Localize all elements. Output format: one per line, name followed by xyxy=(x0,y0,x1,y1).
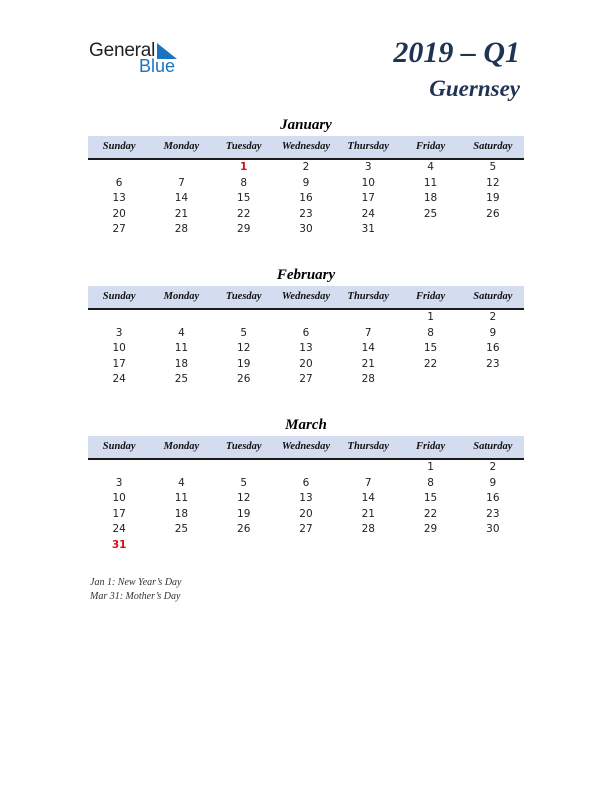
weekday-label: Monday xyxy=(163,291,200,302)
holiday-note: Mar 31: Mother’s Day xyxy=(90,590,181,602)
weekday-label: Thursday xyxy=(347,441,389,452)
day-cell: 19 xyxy=(486,192,500,204)
weekday-header xyxy=(88,286,524,310)
day-cell xyxy=(150,160,212,176)
weekday-label: Monday xyxy=(163,141,200,152)
day-cell: 2 xyxy=(489,311,497,323)
weekday-label: Thursday xyxy=(347,141,389,152)
day-cell: 15 xyxy=(423,492,438,504)
day-cell: 1 xyxy=(427,311,434,323)
weekday-label: Friday xyxy=(415,141,446,152)
day-cell: 27 xyxy=(299,523,313,535)
day-cell: 15 xyxy=(423,342,438,354)
day-cell: 10 xyxy=(361,176,375,189)
day-cell xyxy=(88,310,150,326)
day-cell: 26 xyxy=(237,373,251,385)
day-cell: 22 xyxy=(237,207,251,220)
holiday-note: Jan 1: New Year’s Day xyxy=(90,577,182,588)
day-cell: 5 xyxy=(240,476,248,489)
day-cell: 18 xyxy=(423,192,438,204)
month-name: March xyxy=(285,417,327,433)
day-cell xyxy=(275,310,337,326)
day-cell: 3 xyxy=(364,161,372,173)
week-row xyxy=(88,357,524,373)
day-cell: 21 xyxy=(174,207,189,220)
week-row xyxy=(88,341,524,357)
day-cell: 17 xyxy=(112,357,126,370)
weekday-label: Wednesday xyxy=(281,291,331,302)
day-cell: 4 xyxy=(178,326,185,339)
day-cell: 16 xyxy=(486,492,500,504)
month-february xyxy=(88,266,524,388)
weekday-label: Saturday xyxy=(473,441,513,452)
page-subtitle: Guernsey xyxy=(429,76,520,101)
day-cell xyxy=(275,460,337,476)
day-cell xyxy=(150,310,212,326)
weekday-label: Sunday xyxy=(102,441,136,452)
month-name: January xyxy=(280,117,332,133)
weekday-header xyxy=(88,436,524,460)
day-cell: 30 xyxy=(486,523,500,535)
weekday-label: Friday xyxy=(415,291,446,302)
day-cell: 31 xyxy=(361,223,375,235)
day-cell: 11 xyxy=(174,342,189,354)
day-cell: 12 xyxy=(237,342,251,354)
day-cell xyxy=(337,310,399,326)
day-cell: 1 xyxy=(240,161,248,173)
day-cell: 7 xyxy=(178,176,185,189)
day-cell: 6 xyxy=(302,476,310,489)
weekday-label: Sunday xyxy=(102,141,136,152)
day-cell: 11 xyxy=(174,492,189,504)
day-cell: 20 xyxy=(299,357,313,370)
week-row xyxy=(88,538,524,554)
day-cell: 7 xyxy=(364,476,372,489)
weekday-label: Tuesday xyxy=(225,441,262,452)
day-cell xyxy=(213,460,275,476)
day-cell: 25 xyxy=(174,373,189,385)
day-cell: 3 xyxy=(115,326,123,339)
day-cell: 4 xyxy=(178,476,185,489)
day-cell xyxy=(337,538,399,554)
day-cell: 28 xyxy=(361,373,375,385)
day-cell: 3 xyxy=(115,476,123,489)
weekday-label: Monday xyxy=(163,441,200,452)
day-cell: 16 xyxy=(299,192,313,204)
day-cell: 22 xyxy=(423,507,438,520)
day-cell: 22 xyxy=(423,357,438,370)
day-cell: 20 xyxy=(112,207,126,220)
day-cell xyxy=(150,460,212,476)
day-cell: 9 xyxy=(302,176,310,189)
week-row xyxy=(88,522,524,538)
logo-text-blue: Blue xyxy=(139,56,176,76)
day-cell: 23 xyxy=(486,507,500,520)
week-row xyxy=(88,176,524,192)
day-cell xyxy=(213,310,275,326)
day-cell: 13 xyxy=(112,192,126,204)
day-cell: 8 xyxy=(240,176,248,189)
week-row xyxy=(88,191,524,207)
weekday-label: Saturday xyxy=(473,291,513,302)
day-cell: 12 xyxy=(237,492,251,504)
day-cell: 26 xyxy=(237,523,251,535)
day-cell: 17 xyxy=(112,507,126,520)
day-cell xyxy=(399,222,461,238)
day-cell: 15 xyxy=(237,192,251,204)
weekday-label: Wednesday xyxy=(281,441,331,452)
day-cell: 18 xyxy=(174,507,189,520)
day-cell: 6 xyxy=(115,176,123,189)
day-cell xyxy=(213,538,275,554)
day-cell: 2 xyxy=(302,161,310,173)
month-january xyxy=(88,116,524,238)
day-cell: 19 xyxy=(237,507,251,520)
day-cell xyxy=(275,538,337,554)
logo-text-general: General xyxy=(89,40,156,61)
day-cell: 23 xyxy=(486,357,500,370)
week-row xyxy=(88,460,524,476)
page-title: 2019 – Q1 xyxy=(393,36,520,69)
week-row xyxy=(88,476,524,492)
day-cell: 2 xyxy=(489,461,497,473)
day-cell: 6 xyxy=(302,326,310,339)
week-row xyxy=(88,222,524,238)
day-cell: 25 xyxy=(174,523,189,535)
day-cell: 30 xyxy=(299,223,313,235)
day-cell: 21 xyxy=(361,357,375,370)
day-cell: 26 xyxy=(486,207,500,220)
week-row xyxy=(88,160,524,176)
weekday-header xyxy=(88,136,524,160)
day-cell: 5 xyxy=(489,161,497,173)
day-cell: 27 xyxy=(299,373,313,385)
weekday-label: Tuesday xyxy=(225,141,262,152)
day-cell: 14 xyxy=(174,192,189,204)
day-cell xyxy=(88,160,150,176)
week-row xyxy=(88,491,524,507)
weekday-label: Tuesday xyxy=(225,291,262,302)
day-cell: 8 xyxy=(427,326,434,339)
day-cell: 27 xyxy=(112,223,126,235)
day-cell: 23 xyxy=(299,207,313,220)
day-cell: 25 xyxy=(423,207,438,220)
day-cell xyxy=(462,538,524,554)
day-cell: 12 xyxy=(486,176,500,189)
day-cell: 14 xyxy=(361,492,375,504)
day-cell: 29 xyxy=(237,223,251,235)
day-cell: 31 xyxy=(111,538,127,551)
day-cell: 10 xyxy=(112,492,126,504)
generalblue-logo xyxy=(89,40,199,80)
weekday-label: Thursday xyxy=(347,291,389,302)
day-cell: 9 xyxy=(489,326,497,339)
day-cell: 13 xyxy=(299,342,313,354)
day-cell: 10 xyxy=(112,342,126,354)
holiday-notes xyxy=(90,576,181,603)
day-cell xyxy=(337,460,399,476)
week-row xyxy=(88,507,524,523)
day-cell: 7 xyxy=(364,326,372,339)
day-cell: 24 xyxy=(361,207,375,220)
day-cell xyxy=(399,538,461,554)
weekday-label: Sunday xyxy=(102,291,136,302)
day-cell xyxy=(462,222,524,238)
day-cell: 17 xyxy=(361,192,375,204)
week-row xyxy=(88,207,524,223)
day-cell: 11 xyxy=(423,176,438,189)
day-cell: 24 xyxy=(112,523,126,535)
day-cell: 16 xyxy=(486,342,500,354)
day-cell: 14 xyxy=(361,342,375,354)
week-row xyxy=(88,326,524,342)
day-cell: 4 xyxy=(427,161,434,173)
day-cell: 28 xyxy=(361,523,375,535)
day-cell: 13 xyxy=(299,492,313,504)
month-march xyxy=(88,416,524,553)
month-name: February xyxy=(276,267,336,283)
day-cell xyxy=(399,372,461,388)
day-cell: 28 xyxy=(174,223,189,235)
week-row xyxy=(88,310,524,326)
day-cell: 20 xyxy=(299,507,313,520)
weekday-label: Saturday xyxy=(473,141,513,152)
week-row xyxy=(88,372,524,388)
day-cell: 21 xyxy=(361,507,375,520)
day-cell: 8 xyxy=(427,476,434,489)
day-cell xyxy=(88,460,150,476)
day-cell: 18 xyxy=(174,357,189,370)
day-cell: 24 xyxy=(112,373,126,385)
day-cell xyxy=(150,538,212,554)
day-cell: 5 xyxy=(240,326,248,339)
day-cell: 19 xyxy=(237,357,251,370)
weekday-label: Friday xyxy=(415,441,446,452)
day-cell: 29 xyxy=(423,523,438,535)
weekday-label: Wednesday xyxy=(281,141,331,152)
day-cell: 1 xyxy=(427,461,434,473)
day-cell: 9 xyxy=(489,476,497,489)
day-cell xyxy=(462,372,524,388)
